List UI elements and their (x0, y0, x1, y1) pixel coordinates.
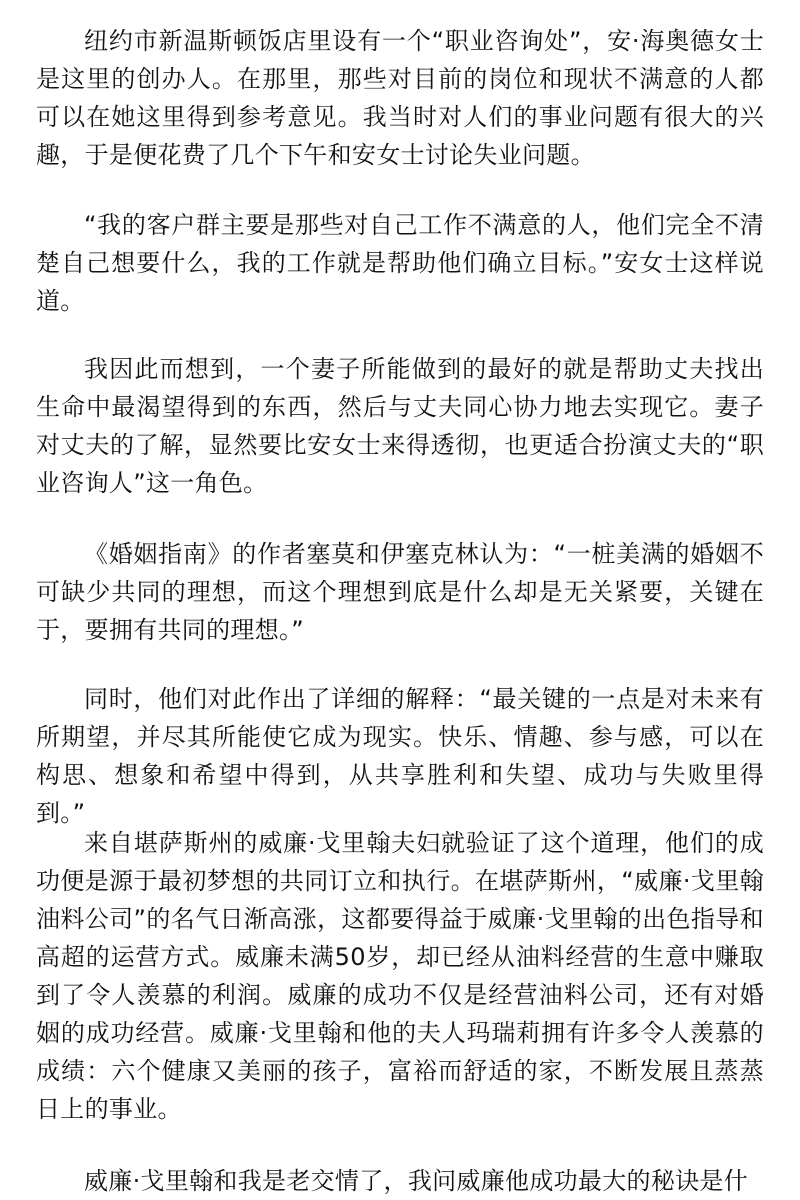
paragraph-7: 威廉·戈里翰和我是老交情了，我问威廉他成功最大的秘诀是什 (84, 1167, 749, 1195)
paragraph-2: “我的客户群主要是那些对自己工作不满意的人，他们完全不清楚自己想要什么，我的工作就是帮助他们确立目标。”安女士这样说道。 (36, 211, 764, 315)
paragraph-6: 来自堪萨斯州的威廉·戈里翰夫妇就验证了这个道理，他们的成功便是源于最初梦想的共同订立和执行。在堪萨斯州，“威廉·戈里翰油料公司”的名气日渐高涨，这都要得益于威廉·戈里翰的出色指导和高超的运营方式。威廉未满50岁，却已经从油料经营的生意中赚取到了令人羡慕的利润。威廉的成功不仅是经营油料公司，还有对婚姻的成功经营。威廉·戈里翰和他的夫人玛瑞莉拥有许多令人羡慕的成绩：六个健康又美丽的孩子，富裕而舒适的家，不断发展且蒸蒸日上的事业。 (36, 829, 764, 1123)
paragraph-3: 我因此而想到，一个妻子所能做到的最好的就是帮助丈夫找出生命中最渴望得到的东西，然后与丈夫同心协力地去实现它。妻子对丈夫的了解，显然要比安女士来得透彻，也更适合扮演丈夫的“职业咨询人”这一角色。 (36, 355, 764, 497)
paragraph-4: 《婚姻指南》的作者塞莫和伊塞克林认为：“一桩美满的婚姻不可缺少共同的理想，而这个理想到底是什么却是无关紧要，关键在于，要拥有共同的理想。” (36, 540, 764, 644)
paragraph-1: 纽约市新温斯顿饭店里设有一个“职业咨询处”，安·海奥德女士是这里的创办人。在那里，那些对目前的岗位和现状不满意的人都可以在她这里得到参考意见。我当时对人们的事业问题有很大的兴趣，于是便花费了几个下午和安女士讨论失业问题。 (36, 27, 764, 169)
paragraph-5: 同时，他们对此作出了详细的解释：“最关键的一点是对未来有所期望，并尽其所能使它成为现实。快乐、情趣、参与感，可以在构思、想象和希望中得到，从共享胜利和失望、成功与失败里得到。” (36, 685, 764, 827)
